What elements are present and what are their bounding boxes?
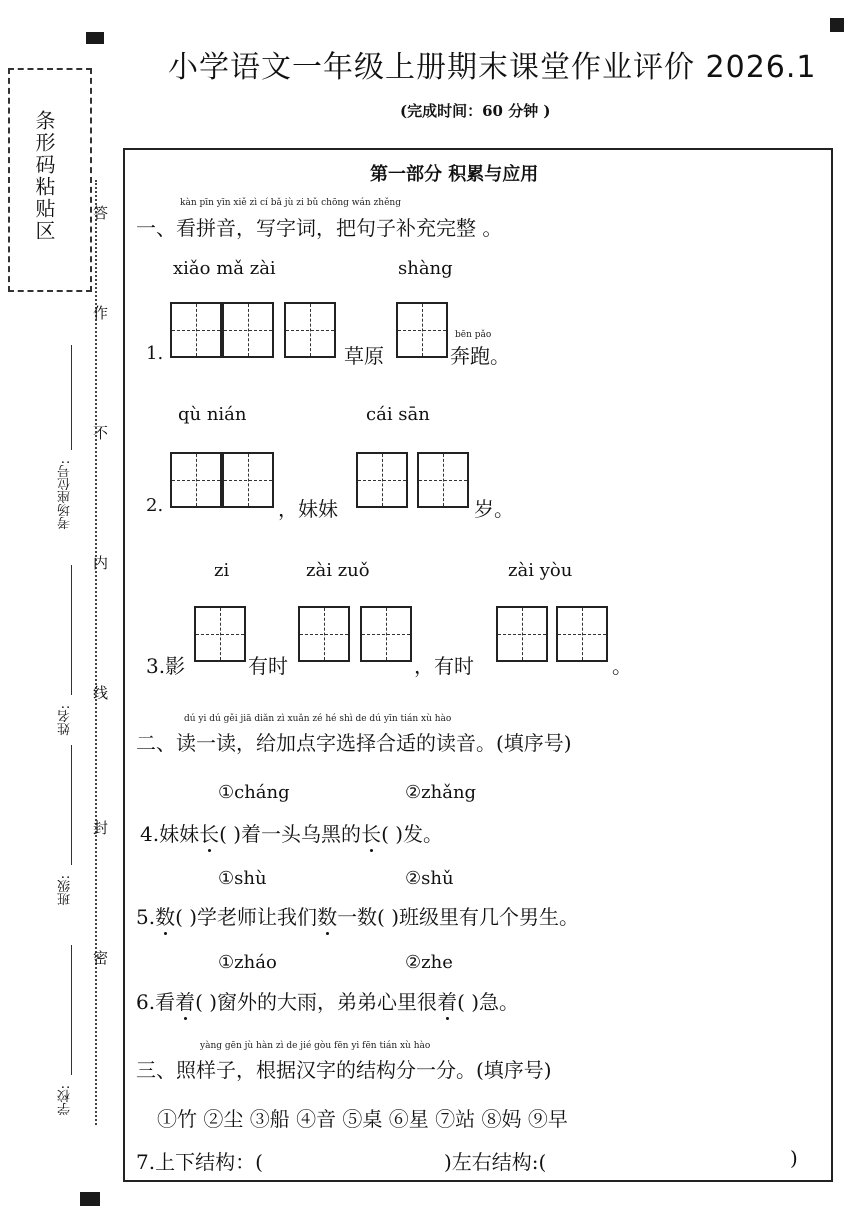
seal-char: 密 [91,950,109,965]
writing-grid[interactable] [284,302,336,358]
seal-dotted-line [95,180,97,1125]
q5-option-1: ①shù [218,868,267,889]
q6-dotted-char-2: 着 [437,990,458,1014]
q5-sentence [136,901,579,930]
seal-char: 作 [91,305,109,320]
q6-option-1: ①zháo [218,952,277,973]
q2-text-a: ，妹妹 [278,497,338,521]
q5-part-2: ( )学老师让我们 [175,905,318,929]
registration-mark-bottom-left [80,1192,100,1206]
exam-seat-line [71,345,72,450]
class-label: 班级: [58,875,73,906]
section1-heading: 一、看拼音，写字词，把句子补充完整 。 [136,216,503,240]
q3-pinyin-c: zài yòu [508,560,573,581]
writing-grid[interactable] [496,606,548,662]
seal-char: 答 [91,205,109,220]
q4-sentence [140,818,443,847]
q4-option-2: ②zhǎng [405,782,477,803]
seal-char: 线 [91,685,109,700]
writing-grid[interactable] [417,452,469,508]
q1-gloss: bēn pǎo [455,330,492,340]
section3-heading: 三、照样子，根据汉字的结构分一分。(填序号) [136,1058,552,1082]
q2-pinyin-b: cái sān [366,404,430,425]
section3-characters: ①竹 ②尘 ③船 ④音 ⑤桌 ⑥星 ⑦站 ⑧妈 ⑨早 [157,1107,568,1131]
seal-char: 不 [91,425,109,440]
q1-pinyin-a: xiǎo mǎ zài [173,258,276,279]
q4-part-1: 4.妹妹 [140,822,200,846]
q4-part-2: ( )着一头乌黑的 [219,822,362,846]
school-label: 学校: [58,1085,73,1116]
q6-part-1: 6.看 [136,990,176,1014]
q3-text-b: ，有时 [414,654,474,678]
section3-pinyin: yàng gēn jù hàn zì de jié gòu fēn yi fēn tián xù hào [200,1041,431,1051]
class-line [71,745,72,865]
q7-top-bottom-label: 7.上下结构：( [136,1150,263,1174]
q2-number: 2. [146,495,164,516]
page-title: 小学语文一年级上册期末课堂作业评价 2026.1 [168,50,817,85]
q7-close-paren: ) [790,1146,798,1170]
school-line [71,945,72,1075]
section1-pinyin: kàn pīn yīn xiě zì cí bǎ jù zi bǔ chōng wán zhěng [180,198,401,208]
writing-grid[interactable] [194,606,246,662]
q4-part-3: ( )发。 [381,822,444,846]
q2-pinyin-a: qù nián [178,404,247,425]
q2-text-b: 岁。 [474,497,514,521]
writing-grid[interactable] [356,452,408,508]
q5-part-3: 一数( )班级里有几个男生。 [337,905,580,929]
writing-grid[interactable] [222,302,274,358]
time-limit: (完成时间：60 分钟 ) [400,102,551,120]
barcode-area-label: 条形码粘贴区 [32,110,56,242]
q1-text-b: 奔跑。 [450,344,510,368]
writing-grid[interactable] [170,452,222,508]
q4-dotted-char-2: 长 [361,822,382,846]
q5-part-1: 5. [136,905,156,929]
q5-option-2: ②shǔ [405,868,454,889]
exam-seat-label: 考场座位号: [58,460,73,530]
q4-dotted-char-1: 长 [199,822,220,846]
name-line [71,565,72,695]
writing-grid[interactable] [396,302,448,358]
writing-grid[interactable] [298,606,350,662]
part-one-title: 第一部分 积累与应用 [370,164,539,185]
q7-left-right-label: )左右结构:( [444,1150,547,1174]
q3-text-c: 。 [612,654,632,678]
writing-grid[interactable] [556,606,608,662]
q6-part-2: ( )窗外的大雨，弟弟心里很 [195,990,438,1014]
q1-number: 1. [146,343,164,364]
section2-pinyin: dú yi dú gěi jiā diǎn zì xuǎn zé hé shì de dú yīn tián xù hào [184,714,452,724]
seal-char: 封 [91,820,109,835]
q6-option-2: ②zhe [405,952,453,973]
q3-number: 3.影 [146,654,186,678]
name-label: 姓名: [58,705,73,736]
q6-sentence [136,986,519,1015]
q3-pinyin-b: zài zuǒ [306,560,370,581]
q3-pinyin-a: zi [214,560,230,581]
q6-dotted-char-1: 着 [175,990,196,1014]
registration-mark-top-right [830,18,844,32]
writing-grid[interactable] [222,452,274,508]
section2-heading: 二、读一读，给加点字选择合适的读音。(填序号) [136,731,572,755]
q3-text-a: 有时 [248,654,288,678]
q4-option-1: ①cháng [218,782,290,803]
q1-pinyin-b: shàng [398,258,453,279]
writing-grid[interactable] [360,606,412,662]
q5-dotted-char-2: 数 [317,905,338,929]
writing-grid[interactable] [170,302,222,358]
seal-char: 内 [91,555,109,570]
q5-dotted-char-1: 数 [155,905,176,929]
q6-part-3: ( )急。 [457,990,520,1014]
registration-mark-top-left [86,32,104,44]
q1-text-a: 草原 [344,344,384,368]
